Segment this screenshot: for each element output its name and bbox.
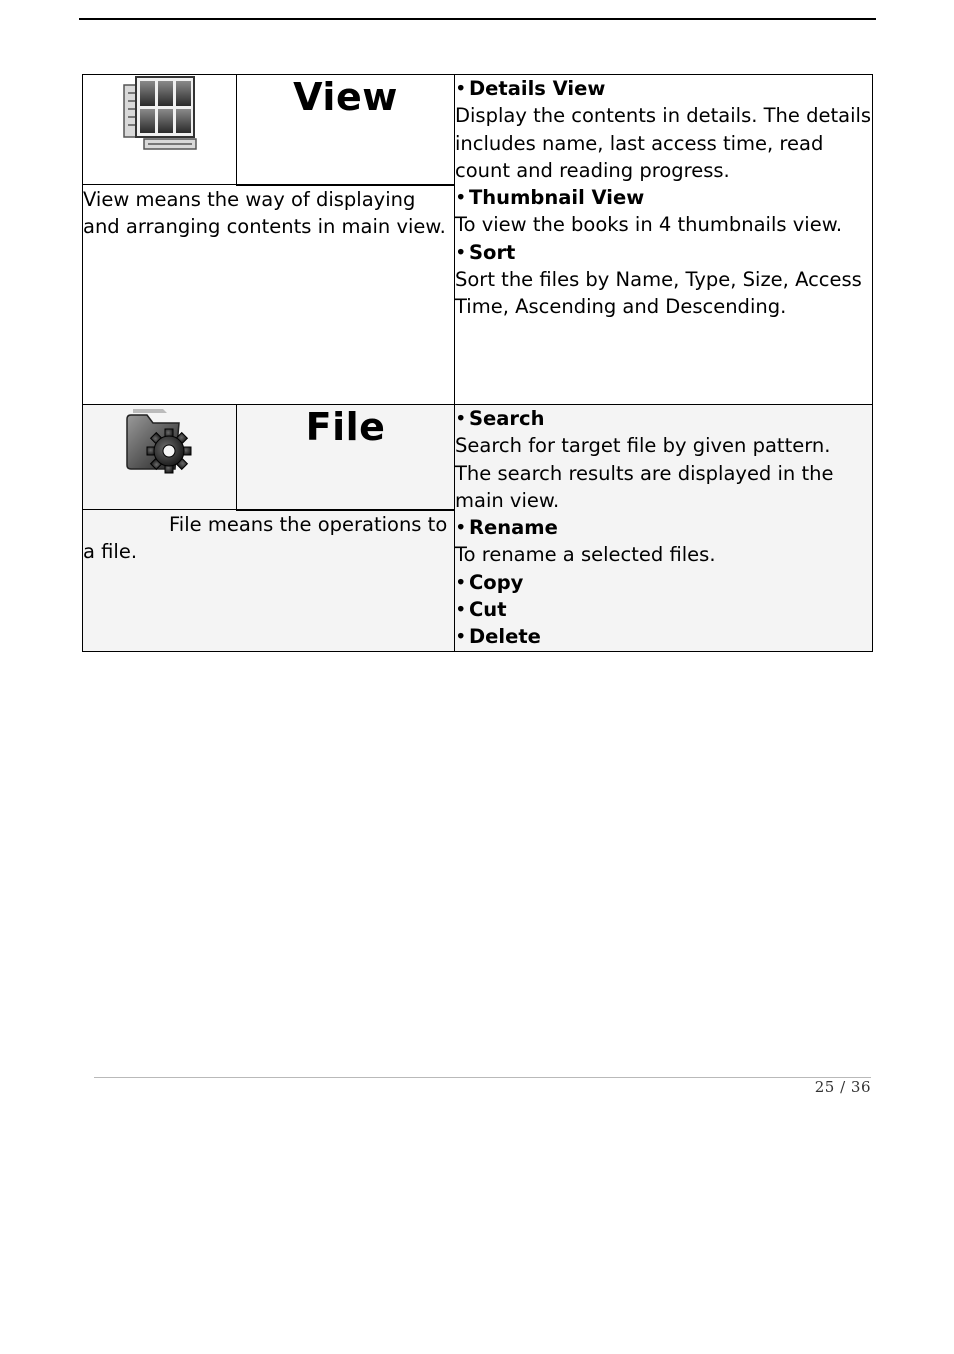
folder-gear-icon	[123, 405, 197, 479]
view-section-header-row	[83, 75, 873, 185]
file-item-title: • Delete	[455, 623, 872, 650]
bullet-icon: •	[455, 186, 467, 210]
file-section-header-row	[83, 405, 873, 510]
view-section-title: View	[237, 75, 455, 185]
file-item-desc: To rename a selected files.	[455, 543, 716, 567]
file-section-details	[455, 405, 873, 652]
file-item-title: • Search	[455, 405, 872, 432]
file-item-title: • Cut	[455, 596, 872, 623]
bullet-icon: •	[455, 240, 467, 264]
file-item-desc: Search for target file by given pattern. The search results are displayed in the main view.	[455, 434, 834, 512]
bullet-icon: •	[455, 625, 467, 649]
menu-reference-table	[82, 74, 873, 652]
file-icon-cell	[83, 405, 237, 510]
view-icon-cell	[83, 75, 237, 185]
bullet-icon: •	[455, 407, 467, 430]
view-section-details	[455, 75, 873, 405]
view-item-title: • Sort	[455, 239, 872, 266]
view-item-desc: To view the books in 4 thumbnails view.	[455, 213, 843, 237]
view-item-title: • Details View	[455, 75, 872, 102]
bullet-icon: •	[455, 570, 467, 594]
view-item-desc: Display the contents in details. The details includes name, last access time, read count and reading progress.	[455, 104, 872, 182]
header-rule	[79, 18, 876, 20]
file-item-title: • Rename	[455, 514, 872, 541]
page-number: 25 / 36	[814, 1078, 871, 1096]
view-item-title: • Thumbnail View	[455, 184, 872, 211]
view-section-summary: View means the way of displaying and arranging contents in main view.	[83, 185, 455, 405]
bullet-icon: •	[455, 598, 467, 622]
file-item-title: • Copy	[455, 569, 872, 596]
view-grid-icon	[122, 75, 198, 151]
footer-rule	[94, 1077, 871, 1078]
view-item-desc: Sort the files by Name, Type, Size, Access Time, Ascending and Descending.	[455, 268, 862, 319]
file-section-summary: File means the operations to a file.	[83, 510, 455, 651]
bullet-icon: •	[455, 516, 467, 540]
bullet-icon: •	[455, 77, 467, 100]
file-section-title: File	[237, 405, 455, 510]
